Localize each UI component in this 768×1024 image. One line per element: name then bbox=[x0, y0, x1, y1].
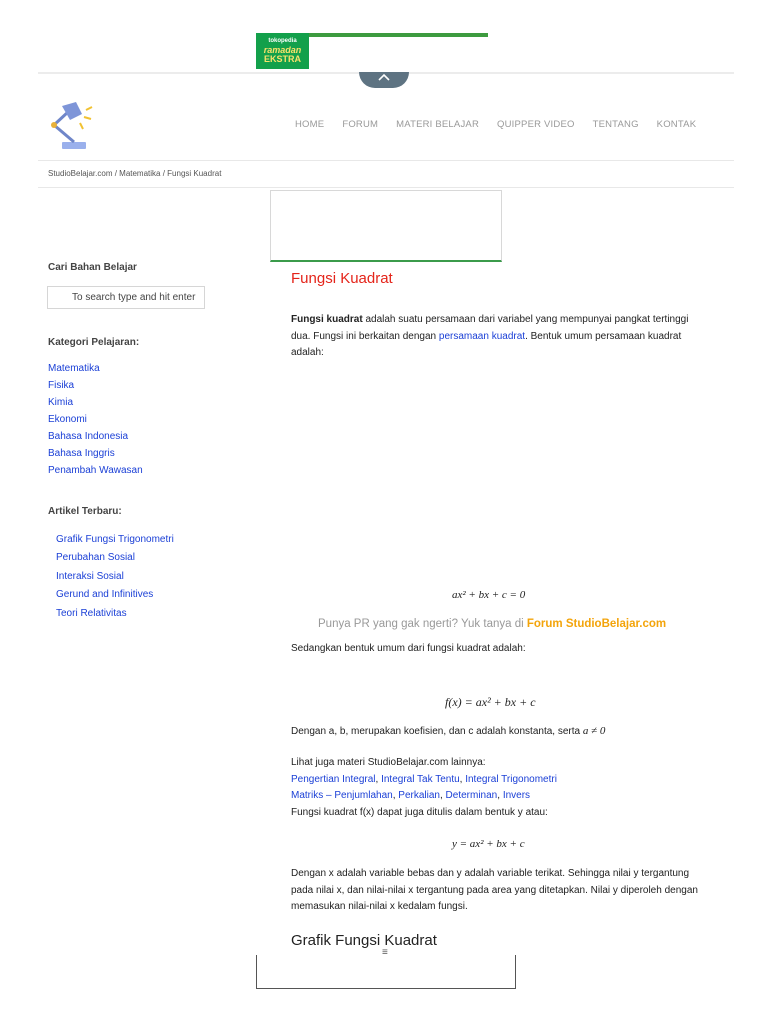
persamaan-kuadrat-link[interactable]: persamaan kuadrat bbox=[438, 330, 526, 342]
ad-brand-line1: tokopedia bbox=[268, 38, 297, 44]
desk-lamp-icon bbox=[44, 98, 96, 152]
breadcrumb[interactable]: StudioBelajar.com / Matematika / Fungsi Kuadrat bbox=[48, 169, 222, 178]
categories-heading: Kategori Pelajaran: bbox=[48, 337, 140, 348]
menu-icon[interactable]: ≡ bbox=[382, 947, 388, 958]
link-matriks-penjumlahan[interactable]: Matriks – Penjumlahan bbox=[291, 790, 393, 801]
ad-brand-line3: EKSTRA bbox=[263, 54, 301, 64]
link-integral-trigonometri[interactable]: Integral Trigonometri bbox=[465, 773, 557, 785]
forum-cta bbox=[318, 618, 666, 630]
article-link[interactable]: Teori Relativitas bbox=[56, 607, 127, 619]
ad-brand-logo bbox=[256, 33, 309, 69]
link-integral-tak-tentu[interactable]: Integral Tak Tentu bbox=[381, 773, 460, 785]
category-link-matematika[interactable]: Matematika bbox=[48, 363, 100, 374]
equation-function: f(x) = ax² + bx + c bbox=[445, 695, 536, 709]
explain-paragraph: Dengan x adalah variable bebas dan y adalah variable terikat. Sehingga nilai y tergantung pada nilai x, dan nilai-nilai x tergantung pada area yang ditetapkan. Nilai y diperoleh dengan memasukan nilai-nilai x kedalam fungsi. bbox=[291, 868, 698, 912]
alt-form-text: Fungsi kuadrat f(x) dapat juga ditulis dalam bentuk y atau: bbox=[291, 806, 548, 818]
articles-heading: Artikel Terbaru: bbox=[48, 506, 122, 517]
search-input[interactable] bbox=[70, 291, 208, 304]
link-perkalian[interactable]: Perkalian bbox=[398, 790, 440, 801]
main-nav bbox=[295, 119, 714, 130]
coef-math: a ≠ 0 bbox=[582, 725, 606, 737]
link-determinan[interactable]: Determinan bbox=[445, 790, 498, 801]
post-intro bbox=[291, 312, 701, 362]
intro-text-2: . Bentuk umum persamaan kuadrat adalah: bbox=[291, 330, 682, 358]
recent-articles-list bbox=[56, 531, 174, 623]
categories-list bbox=[48, 360, 143, 479]
equation-y: y = ax² + bx + c bbox=[452, 838, 525, 850]
category-link-penambah-wawasan[interactable]: Penambah Wawasan bbox=[48, 465, 143, 476]
nav-divider bbox=[38, 160, 734, 161]
category-link-bahasa-inggris[interactable]: Bahasa Inggris bbox=[48, 448, 115, 459]
top-ad-banner[interactable] bbox=[256, 33, 488, 69]
post-title: Fungsi Kuadrat bbox=[291, 270, 393, 287]
forum-cta-text: Punya PR yang gak ngerti? Yuk tanya di bbox=[318, 618, 527, 630]
content-ad-slot[interactable] bbox=[270, 190, 502, 262]
see-also: Lihat juga materi StudioBelajar.com lainnya: Pengertian Integral, Integral Tak Tentu, Integral Trigonometri Matriks – Penjumlahan, Perkalian, Determinan, Invers Fungsi kuadrat f(x) dapat juga ditulis dalam bentuk y atau: bbox=[291, 757, 557, 818]
fungsi-intro: Sedangkan bentuk umum dari fungsi kuadrat adalah: bbox=[291, 643, 526, 654]
equation-general: ax² + bx + c = 0 bbox=[452, 589, 526, 601]
coef-text: Dengan a, b, merupakan koefisien, dan c adalah konstanta, serta bbox=[291, 726, 581, 737]
category-link-ekonomi[interactable]: Ekonomi bbox=[48, 414, 87, 425]
bottom-ad-slot[interactable] bbox=[256, 947, 516, 989]
link-pengertian-integral[interactable]: Pengertian Integral bbox=[291, 773, 376, 785]
category-link-kimia[interactable]: Kimia bbox=[48, 397, 74, 408]
section-heading-grafik: Grafik Fungsi Kuadrat bbox=[291, 932, 437, 949]
nav-kontak[interactable]: KONTAK bbox=[656, 119, 697, 130]
see-also-label: Lihat juga materi StudioBelajar.com lainnya: bbox=[291, 757, 486, 768]
intro-text-1: adalah suatu persamaan dari variabel yang mempunyai pangkat tertinggi dua. Fungsi ini berkaitan dengan bbox=[291, 314, 689, 342]
article-link[interactable]: Perubahan Sosial bbox=[56, 552, 135, 564]
header-toggle-button[interactable] bbox=[359, 72, 409, 88]
forum-link[interactable]: Forum StudioBelajar.com bbox=[526, 618, 667, 630]
article-link[interactable]: Grafik Fungsi Trigonometri bbox=[56, 534, 174, 545]
intro-bold-term: Fungsi kuadrat bbox=[291, 314, 363, 325]
breadcrumb-divider bbox=[38, 187, 734, 188]
nav-home[interactable]: HOME bbox=[295, 119, 325, 130]
search-box[interactable] bbox=[47, 286, 205, 309]
article-link[interactable]: Interaksi Sosial bbox=[56, 570, 124, 582]
chevron-up-icon bbox=[377, 73, 391, 85]
ad-top-bar bbox=[309, 33, 488, 37]
search-heading: Cari Bahan Belajar bbox=[48, 262, 137, 273]
site-logo[interactable] bbox=[44, 98, 96, 152]
category-link-fisika[interactable]: Fisika bbox=[48, 380, 75, 391]
nav-tentang[interactable]: TENTANG bbox=[592, 119, 639, 130]
nav-quipper-video[interactable]: QUIPPER VIDEO bbox=[497, 119, 575, 130]
coefficient-text bbox=[291, 723, 731, 741]
nav-forum[interactable]: FORUM bbox=[342, 119, 379, 130]
nav-materi-belajar[interactable]: MATERI BELAJAR bbox=[396, 119, 480, 130]
ad-brand-line2: ramadan bbox=[263, 45, 302, 55]
link-invers[interactable]: Invers bbox=[502, 790, 531, 801]
category-link-bahasa-indonesia[interactable]: Bahasa Indonesia bbox=[48, 431, 129, 442]
article-link[interactable]: Gerund and Infinitives bbox=[56, 589, 154, 601]
